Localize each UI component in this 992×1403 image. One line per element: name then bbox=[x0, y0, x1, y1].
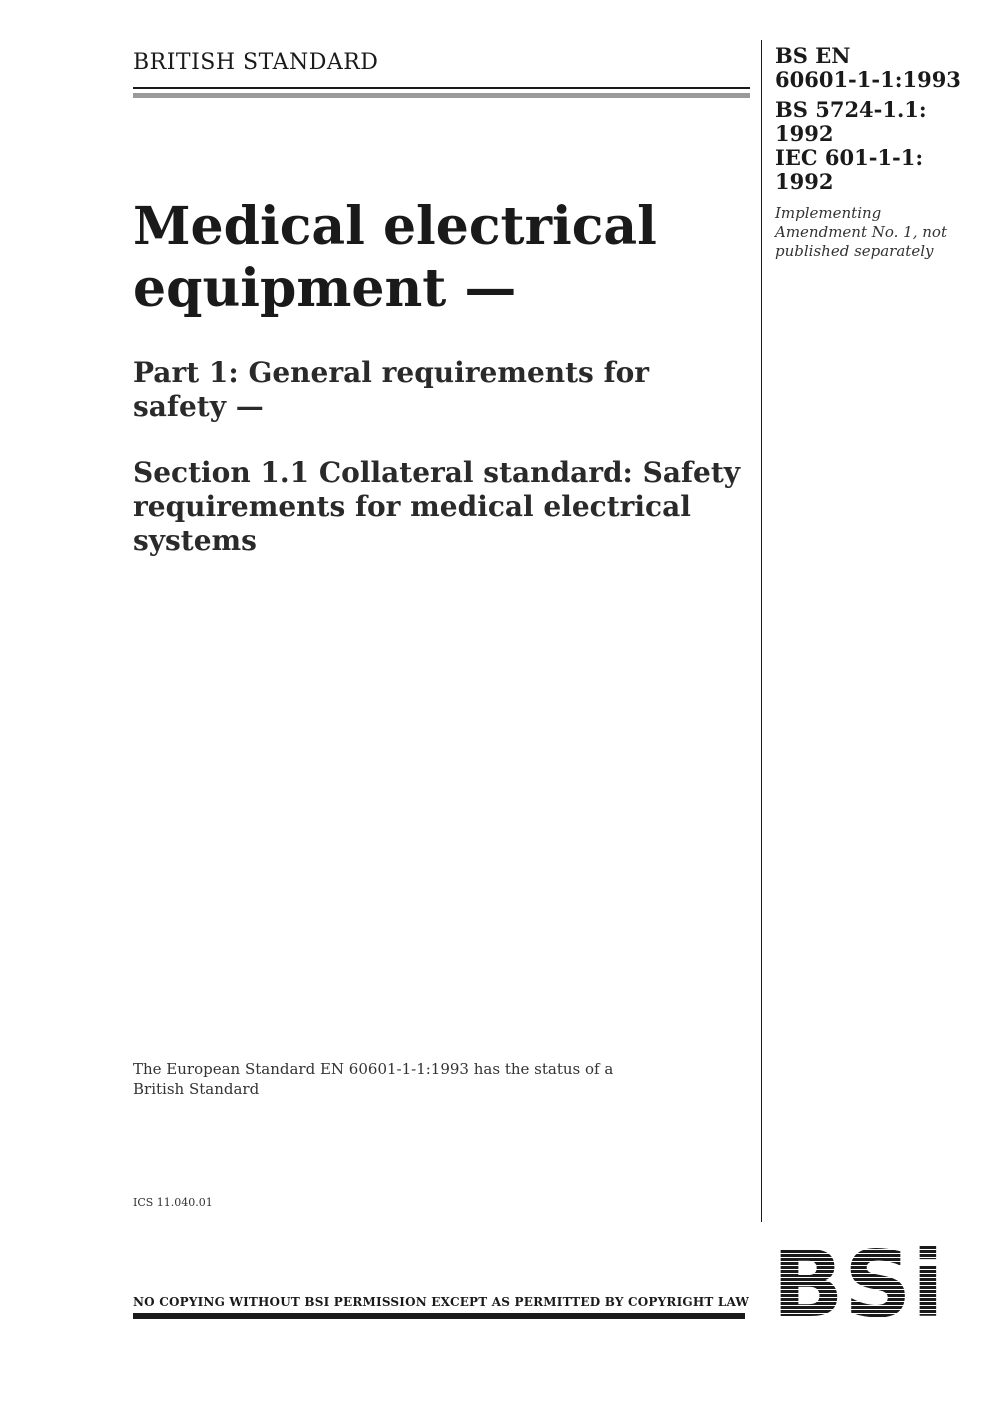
amendment-note: Implementing Amendment No. 1, not published separately bbox=[775, 204, 947, 260]
identifier-line: 1992 bbox=[775, 169, 834, 194]
standard-identifiers bbox=[775, 44, 975, 194]
part-title: Part 1: General requirements for safety — bbox=[133, 356, 650, 423]
identifier-line: IEC 601-1-1: bbox=[775, 145, 924, 170]
identifier-line: 1992 bbox=[775, 121, 834, 146]
main-title-line-2: equipment — bbox=[133, 258, 517, 319]
vertical-divider bbox=[761, 40, 762, 1222]
identifier-line: BS EN bbox=[775, 43, 851, 68]
main-title-line-1: Medical electrical bbox=[133, 196, 657, 257]
bsi-logo bbox=[770, 1242, 946, 1322]
section-title: Section 1.1 Collateral standard: Safety requirements for medical electrical systems bbox=[133, 456, 741, 557]
header-label: BRITISH STANDARD bbox=[133, 50, 379, 75]
copyright-notice: NO COPYING WITHOUT BSI PERMISSION EXCEPT AS PERMITTED BY COPYRIGHT LAW bbox=[133, 1295, 750, 1309]
header-rule-gray bbox=[133, 93, 750, 98]
status-statement: The European Standard EN 60601-1-1:1993 has the status of a British Standard bbox=[133, 1060, 614, 1098]
identifier-line: BS 5724-1.1: bbox=[775, 97, 927, 122]
header-rule-thin bbox=[133, 87, 750, 89]
main-title bbox=[133, 196, 743, 320]
logo-lettering: BSi bbox=[772, 1242, 944, 1322]
ics-code: ICS 11.040.01 bbox=[133, 1196, 213, 1209]
footer-rule bbox=[133, 1313, 745, 1319]
identifier-line: 60601-1-1:1993 bbox=[775, 67, 961, 92]
